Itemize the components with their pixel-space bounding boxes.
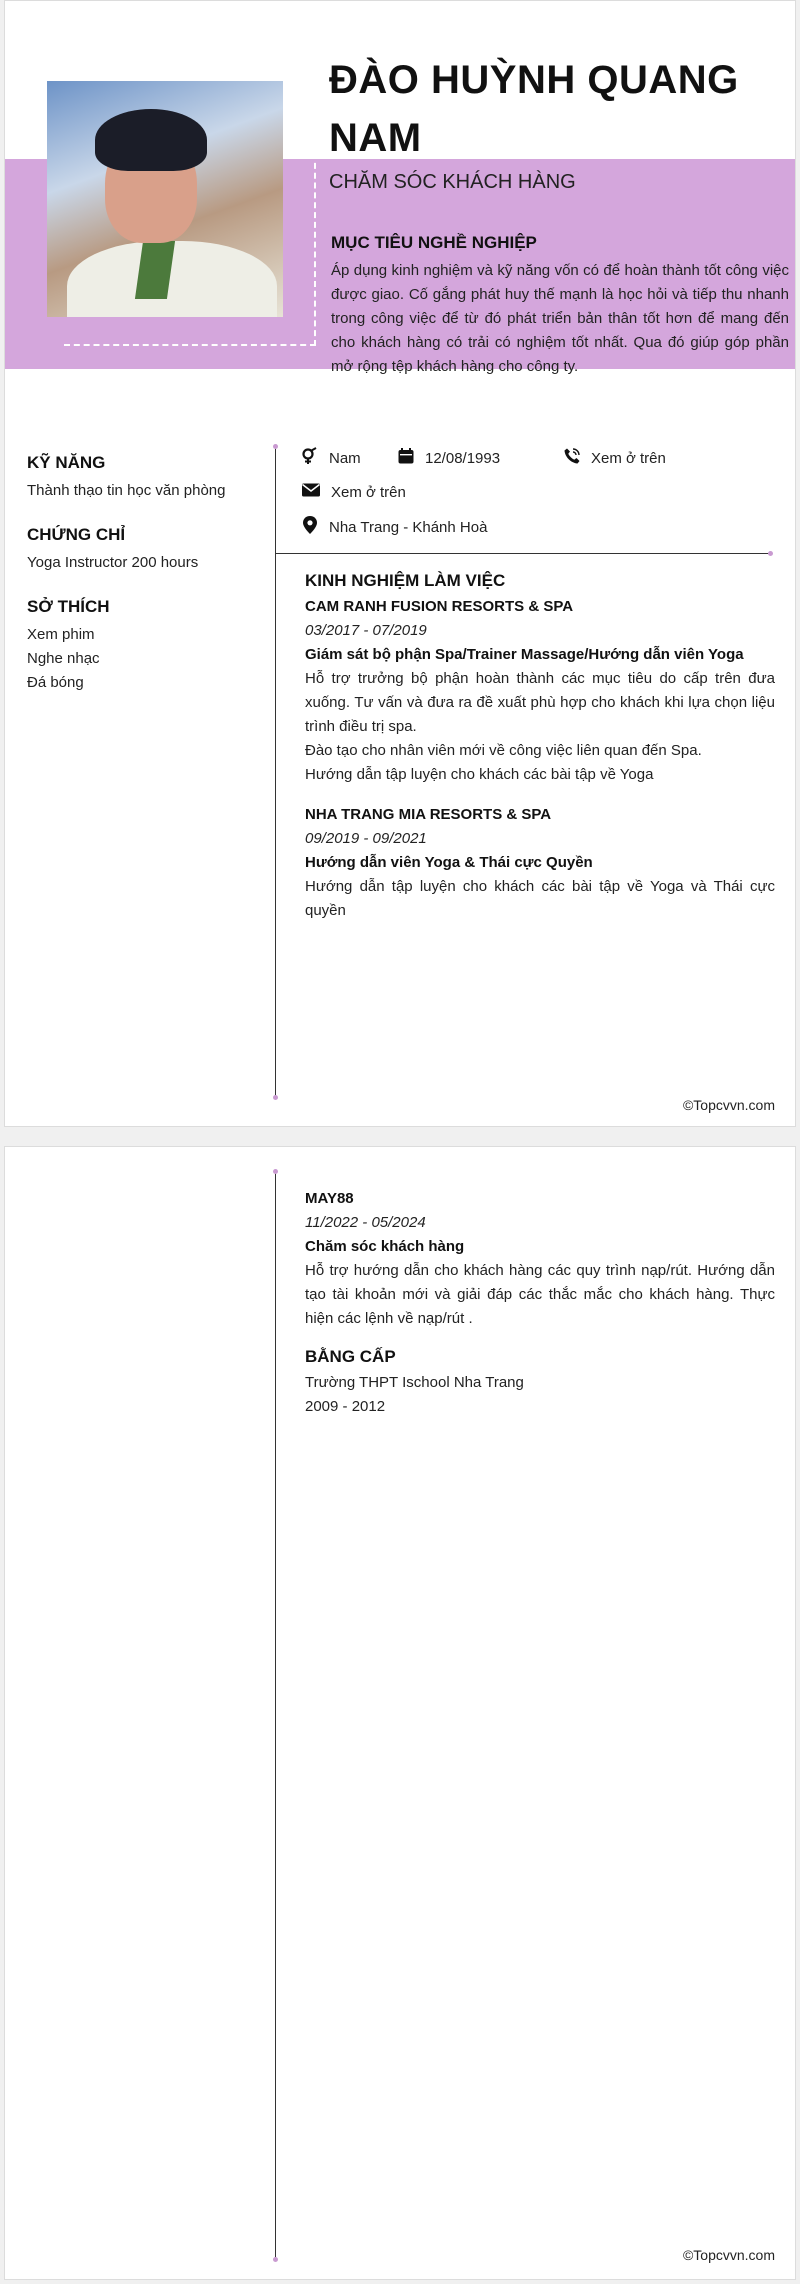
calendar-icon xyxy=(397,447,425,469)
contact-divider xyxy=(275,553,771,554)
job-description-line: Đào tạo cho nhân viên mới về công việc liên quan đến Spa. xyxy=(305,742,702,759)
timeline-line xyxy=(275,1171,276,2261)
address-value: Nha Trang - Khánh Hoà xyxy=(329,518,488,536)
cv-page-1 xyxy=(4,0,796,1127)
hobby-item: Đá bóng xyxy=(27,674,84,691)
profile-photo xyxy=(47,81,283,317)
skill-item: Thành thạo tin học văn phòng xyxy=(27,482,226,499)
contact-phone xyxy=(563,447,666,469)
job-entry xyxy=(305,1187,775,1331)
education-section xyxy=(305,1347,775,1419)
birthday-value: 12/08/1993 xyxy=(425,449,501,467)
job-role: Giám sát bộ phận Spa/Trainer Massage/Hướng dẫn viên Yoga xyxy=(305,646,744,663)
job-company: NHA TRANG MIA RESORTS & SPA xyxy=(305,806,552,823)
envelope-icon xyxy=(301,481,331,503)
education-school: Trường THPT Ischool Nha Trang xyxy=(305,1374,524,1391)
contact-gender xyxy=(301,447,361,469)
phone-icon xyxy=(563,447,591,469)
email-value: Xem ở trên xyxy=(331,483,406,501)
job-description-line: Hướng dẫn tập luyện cho khách các bài tập về Yoga xyxy=(305,766,654,783)
education-period: 2009 - 2012 xyxy=(305,1398,386,1415)
timeline-dot xyxy=(273,1095,278,1100)
map-pin-icon xyxy=(301,515,329,539)
job-role: Hướng dẫn viên Yoga & Thái cực Quyền xyxy=(305,854,593,871)
job-period: 11/2022 - 05/2024 xyxy=(305,1214,426,1231)
job-period: 09/2019 - 09/2021 xyxy=(305,830,427,847)
certificates-heading: CHỨNG CHỈ xyxy=(27,525,126,544)
hobbies-section xyxy=(27,597,267,695)
hobbies-heading: SỞ THÍCH xyxy=(27,597,110,616)
job-title: CHĂM SÓC KHÁCH HÀNG xyxy=(329,171,576,193)
watermark: ©Topcvvn.com xyxy=(682,1097,775,1113)
contact-email xyxy=(301,481,406,503)
job-description-line: Hướng dẫn tập luyện cho khách các bài tập về Yoga và Thái cực quyền xyxy=(305,878,775,919)
experience-section xyxy=(305,571,775,939)
contact-birthday xyxy=(397,447,500,469)
timeline-dot xyxy=(273,444,278,449)
gender-icon xyxy=(301,447,329,469)
timeline-dot xyxy=(273,2257,278,2262)
gender-value: Nam xyxy=(329,449,361,467)
education-heading: BẰNG CẤP xyxy=(305,1347,396,1366)
job-entry xyxy=(305,595,775,787)
job-description-line: Hỗ trợ trưởng bộ phận hoàn thành các mục tiêu do cấp trên đưa xuống. Tư vấn và đưa ra đề xuất phù hợp cho khách khi lựa chọn liệu trình điều trị spa. xyxy=(305,670,775,735)
sidebar xyxy=(27,453,267,717)
contact-address xyxy=(301,515,487,539)
skills-heading: KỸ NĂNG xyxy=(27,453,106,472)
objective-heading: MỤC TIÊU NGHỀ NGHIỆP xyxy=(331,233,537,252)
watermark: ©Topcvvn.com xyxy=(682,2247,775,2263)
experience-continued xyxy=(305,1187,775,1419)
job-period: 03/2017 - 07/2019 xyxy=(305,622,427,639)
certificate-item: Yoga Instructor 200 hours xyxy=(27,554,199,571)
timeline-dot xyxy=(273,1169,278,1174)
timeline-line xyxy=(275,446,276,1098)
divider-dot xyxy=(768,551,773,556)
job-description-line: Hỗ trợ hướng dẫn cho khách hàng các quy trình nạp/rút. Hướng dẫn tạo tài khoản mới và giải đáp các thắc mắc cho khách hàng. Thực hiện các lệnh về nạp/rút . xyxy=(305,1262,775,1327)
job-entry xyxy=(305,803,775,923)
hobby-item: Xem phim xyxy=(27,626,95,643)
cv-page-2 xyxy=(4,1146,796,2280)
phone-value: Xem ở trên xyxy=(591,449,666,467)
objective-text: Áp dụng kinh nghiệm và kỹ năng vốn có để hoàn thành tốt công việc được giao. Cố gắng phát huy thế mạnh là học hỏi và tiếp thu nhanh trong công việc để từ đó phát triển bản thân tốt hơn để mang đến cho khách hàng có trải có nghiệm tốt nhất. Qua đó giúp góp phần mở rộng tệp khách hàng cho công ty. xyxy=(331,262,789,375)
job-company: CAM RANH FUSION RESORTS & SPA xyxy=(305,598,574,615)
skills-section xyxy=(27,453,267,503)
certificates-section xyxy=(27,525,267,575)
hobby-item: Nghe nhạc xyxy=(27,650,100,667)
experience-heading: KINH NGHIỆM LÀM VIỆC xyxy=(305,571,506,590)
job-role: Chăm sóc khách hàng xyxy=(305,1238,465,1255)
job-company: MAY88 xyxy=(305,1190,354,1207)
candidate-name: ĐÀO HUỲNH QUANG NAM xyxy=(329,58,739,160)
